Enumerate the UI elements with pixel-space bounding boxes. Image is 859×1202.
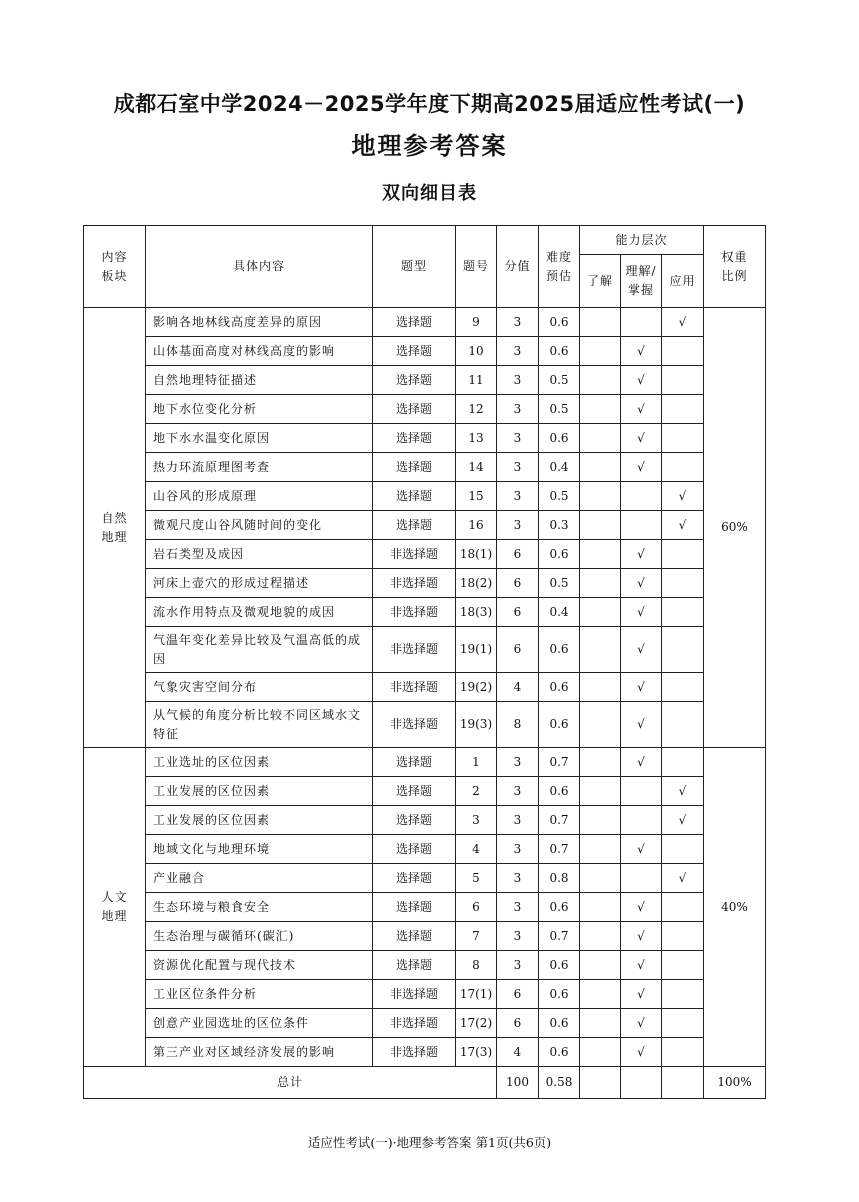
table-row [84, 1038, 766, 1067]
difficulty-cell: 0.6 [539, 673, 580, 702]
table-body [84, 308, 766, 1067]
total-comprehend-cell [621, 1067, 662, 1099]
number-cell: 1 [456, 748, 497, 777]
score-cell: 3 [497, 893, 539, 922]
table-row [84, 835, 766, 864]
comprehend-cell [621, 337, 662, 366]
header-ability: 能力层次 [580, 226, 704, 255]
content-cell: 工业发展的区位因素 [146, 806, 373, 835]
score-cell: 3 [497, 777, 539, 806]
understand-cell [580, 835, 621, 864]
type-cell: 非选择题 [373, 673, 456, 702]
difficulty-cell: 0.7 [539, 835, 580, 864]
score-cell: 6 [497, 1009, 539, 1038]
type-cell: 选择题 [373, 835, 456, 864]
understand-cell [580, 980, 621, 1009]
apply-cell [662, 777, 704, 806]
apply-cell [662, 951, 704, 980]
difficulty-cell: 0.6 [539, 951, 580, 980]
type-cell: 选择题 [373, 366, 456, 395]
content-cell: 工业区位条件分析 [146, 980, 373, 1009]
header-block: 内容板块 [84, 226, 146, 308]
comprehend-cell [621, 835, 662, 864]
apply-cell [662, 366, 704, 395]
type-cell: 选择题 [373, 511, 456, 540]
difficulty-cell: 0.8 [539, 864, 580, 893]
apply-cell [662, 980, 704, 1009]
check-mark-icon: √ [637, 401, 645, 416]
number-cell: 17(3) [456, 1038, 497, 1067]
number-cell: 5 [456, 864, 497, 893]
content-cell: 地下水水温变化原因 [146, 424, 373, 453]
apply-cell [662, 424, 704, 453]
difficulty-cell: 0.5 [539, 482, 580, 511]
understand-cell [580, 569, 621, 598]
table-row [84, 673, 766, 702]
header-difficulty: 难度预估 [539, 226, 580, 308]
check-mark-icon: √ [637, 957, 645, 972]
number-cell: 8 [456, 951, 497, 980]
apply-cell [662, 835, 704, 864]
check-mark-icon: √ [637, 717, 645, 731]
content-cell: 山体基面高度对林线高度的影响 [146, 337, 373, 366]
table-row [84, 980, 766, 1009]
comprehend-cell [621, 748, 662, 777]
content-cell: 微观尺度山谷风随时间的变化 [146, 511, 373, 540]
check-mark-icon: √ [637, 1015, 645, 1030]
number-cell: 19(2) [456, 673, 497, 702]
type-cell: 选择题 [373, 337, 456, 366]
block-cell: 自然地理 [84, 308, 146, 748]
comprehend-cell [621, 511, 662, 540]
check-mark-icon: √ [637, 343, 645, 358]
table-row [84, 1009, 766, 1038]
score-cell: 4 [497, 1038, 539, 1067]
apply-cell [662, 702, 704, 748]
content-cell: 气温年变化差异比较及气温高低的成因 [146, 627, 373, 673]
apply-cell [662, 511, 704, 540]
apply-cell [662, 540, 704, 569]
difficulty-cell: 0.6 [539, 893, 580, 922]
understand-cell [580, 424, 621, 453]
difficulty-cell: 0.7 [539, 922, 580, 951]
number-cell: 17(2) [456, 1009, 497, 1038]
difficulty-cell: 0.7 [539, 748, 580, 777]
document-title: 成都石室中学2024－2025学年度下期高2025届适应性考试(一) [113, 92, 746, 116]
comprehend-cell [621, 598, 662, 627]
understand-cell [580, 806, 621, 835]
content-cell: 岩石类型及成因 [146, 540, 373, 569]
table-row [84, 482, 766, 511]
table-row [84, 569, 766, 598]
score-cell: 3 [497, 835, 539, 864]
type-cell: 选择题 [373, 453, 456, 482]
comprehend-cell [621, 308, 662, 337]
comprehend-cell [621, 395, 662, 424]
check-mark-icon: √ [637, 575, 645, 590]
comprehend-cell [621, 951, 662, 980]
difficulty-cell: 0.6 [539, 308, 580, 337]
type-cell: 选择题 [373, 922, 456, 951]
understand-cell [580, 1009, 621, 1038]
comprehend-cell [621, 366, 662, 395]
document-subtitle: 地理参考答案 [351, 132, 508, 160]
content-cell: 工业发展的区位因素 [146, 777, 373, 806]
type-cell: 非选择题 [373, 540, 456, 569]
apply-cell [662, 864, 704, 893]
type-cell: 选择题 [373, 777, 456, 806]
check-mark-icon: √ [637, 899, 645, 914]
check-mark-icon: √ [637, 459, 645, 474]
difficulty-cell: 0.5 [539, 569, 580, 598]
table-row [84, 806, 766, 835]
header-comprehend: 理解/掌握 [621, 255, 662, 308]
header-number: 题号 [456, 226, 497, 308]
comprehend-cell [621, 702, 662, 748]
total-apply-cell [662, 1067, 704, 1099]
type-cell: 选择题 [373, 951, 456, 980]
check-mark-icon: √ [637, 546, 645, 561]
check-mark-icon: √ [637, 604, 645, 619]
understand-cell [580, 511, 621, 540]
score-cell: 3 [497, 864, 539, 893]
table-row [84, 366, 766, 395]
comprehend-cell [621, 806, 662, 835]
check-mark-icon: √ [678, 517, 687, 532]
type-cell: 非选择题 [373, 598, 456, 627]
check-mark-icon: √ [678, 783, 687, 798]
weight-cell: 60% [704, 308, 766, 748]
table-row [84, 598, 766, 627]
table-row [84, 395, 766, 424]
total-score: 100 [497, 1067, 539, 1099]
total-difficulty: 0.58 [539, 1067, 580, 1099]
page-footer: 适应性考试(一)·地理参考答案 第1页(共6页) [307, 1135, 552, 1150]
type-cell: 选择题 [373, 424, 456, 453]
table-row [84, 337, 766, 366]
number-cell: 11 [456, 366, 497, 395]
type-cell: 非选择题 [373, 569, 456, 598]
number-cell: 12 [456, 395, 497, 424]
content-cell: 从气候的角度分析比较不同区域水文特征 [146, 702, 373, 748]
content-cell: 气象灾害空间分布 [146, 673, 373, 702]
score-cell: 4 [497, 673, 539, 702]
check-mark-icon: √ [678, 314, 687, 329]
specification-table [83, 225, 766, 1099]
block-cell: 人文地理 [84, 748, 146, 1067]
apply-cell [662, 748, 704, 777]
comprehend-cell [621, 482, 662, 511]
score-cell: 6 [497, 598, 539, 627]
understand-cell [580, 748, 621, 777]
header-content: 具体内容 [146, 226, 373, 308]
comprehend-cell [621, 569, 662, 598]
apply-cell [662, 453, 704, 482]
check-mark-icon: √ [637, 372, 645, 387]
understand-cell [580, 337, 621, 366]
table-row [84, 777, 766, 806]
difficulty-cell: 0.4 [539, 598, 580, 627]
difficulty-cell: 0.7 [539, 806, 580, 835]
type-cell: 选择题 [373, 482, 456, 511]
apply-cell [662, 627, 704, 673]
table-row [84, 453, 766, 482]
header-weight: 权重比例 [704, 226, 766, 308]
check-mark-icon: √ [637, 1044, 645, 1059]
check-mark-icon: √ [678, 870, 687, 885]
content-cell: 自然地理特征描述 [146, 366, 373, 395]
difficulty-cell: 0.6 [539, 424, 580, 453]
score-cell: 3 [497, 337, 539, 366]
understand-cell [580, 627, 621, 673]
difficulty-cell: 0.5 [539, 366, 580, 395]
check-mark-icon: √ [637, 986, 645, 1001]
score-cell: 6 [497, 627, 539, 673]
comprehend-cell [621, 453, 662, 482]
comprehend-cell [621, 777, 662, 806]
comprehend-cell [621, 893, 662, 922]
table-row [84, 627, 766, 673]
comprehend-cell [621, 1009, 662, 1038]
number-cell: 16 [456, 511, 497, 540]
comprehend-cell [621, 980, 662, 1009]
score-cell: 6 [497, 540, 539, 569]
total-label: 总计 [84, 1067, 497, 1099]
type-cell: 选择题 [373, 395, 456, 424]
score-cell: 3 [497, 395, 539, 424]
understand-cell [580, 922, 621, 951]
table-row [84, 540, 766, 569]
content-cell: 河床上壶穴的形成过程描述 [146, 569, 373, 598]
number-cell: 14 [456, 453, 497, 482]
score-cell: 6 [497, 569, 539, 598]
apply-cell [662, 308, 704, 337]
content-cell: 工业选址的区位因素 [146, 748, 373, 777]
content-cell: 流水作用特点及微观地貌的成因 [146, 598, 373, 627]
comprehend-cell [621, 627, 662, 673]
table-row [84, 748, 766, 777]
understand-cell [580, 864, 621, 893]
table-row [84, 864, 766, 893]
comprehend-cell [621, 540, 662, 569]
understand-cell [580, 951, 621, 980]
score-cell: 3 [497, 482, 539, 511]
score-cell: 3 [497, 511, 539, 540]
content-cell: 地下水位变化分析 [146, 395, 373, 424]
comprehend-cell [621, 922, 662, 951]
difficulty-cell: 0.6 [539, 777, 580, 806]
check-mark-icon: √ [637, 928, 645, 943]
content-cell: 第三产业对区域经济发展的影响 [146, 1038, 373, 1067]
content-cell: 地域文化与地理环境 [146, 835, 373, 864]
header-score: 分值 [497, 226, 539, 308]
check-mark-icon: √ [637, 642, 645, 656]
apply-cell [662, 482, 704, 511]
apply-cell [662, 1009, 704, 1038]
number-cell: 3 [456, 806, 497, 835]
type-cell: 选择题 [373, 748, 456, 777]
understand-cell [580, 702, 621, 748]
content-cell: 创意产业园选址的区位条件 [146, 1009, 373, 1038]
number-cell: 13 [456, 424, 497, 453]
apply-cell [662, 569, 704, 598]
comprehend-cell [621, 673, 662, 702]
understand-cell [580, 540, 621, 569]
table-row [84, 951, 766, 980]
apply-cell [662, 922, 704, 951]
comprehend-cell [621, 424, 662, 453]
type-cell: 非选择题 [373, 702, 456, 748]
check-mark-icon: √ [678, 812, 687, 827]
score-cell: 3 [497, 453, 539, 482]
type-cell: 非选择题 [373, 1038, 456, 1067]
table-title: 双向细目表 [382, 183, 477, 204]
score-cell: 3 [497, 806, 539, 835]
understand-cell [580, 1038, 621, 1067]
number-cell: 4 [456, 835, 497, 864]
score-cell: 3 [497, 951, 539, 980]
type-cell: 选择题 [373, 864, 456, 893]
table-row [84, 424, 766, 453]
difficulty-cell: 0.6 [539, 980, 580, 1009]
score-cell: 3 [497, 366, 539, 395]
table-row [84, 893, 766, 922]
number-cell: 18(2) [456, 569, 497, 598]
header-type: 题型 [373, 226, 456, 308]
difficulty-cell: 0.5 [539, 395, 580, 424]
score-cell: 3 [497, 922, 539, 951]
understand-cell [580, 395, 621, 424]
type-cell: 选择题 [373, 806, 456, 835]
difficulty-cell: 0.6 [539, 627, 580, 673]
understand-cell [580, 453, 621, 482]
understand-cell [580, 777, 621, 806]
header-apply: 应用 [662, 255, 704, 308]
check-mark-icon: √ [678, 488, 687, 503]
understand-cell [580, 673, 621, 702]
understand-cell [580, 598, 621, 627]
weight-cell: 40% [704, 748, 766, 1067]
difficulty-cell: 0.6 [539, 1038, 580, 1067]
content-cell: 影响各地林线高度差异的原因 [146, 308, 373, 337]
understand-cell [580, 366, 621, 395]
comprehend-cell [621, 864, 662, 893]
type-cell: 非选择题 [373, 1009, 456, 1038]
content-cell: 生态治理与碳循环(碳汇) [146, 922, 373, 951]
number-cell: 19(3) [456, 702, 497, 748]
number-cell: 15 [456, 482, 497, 511]
content-cell: 生态环境与粮食安全 [146, 893, 373, 922]
apply-cell [662, 806, 704, 835]
number-cell: 6 [456, 893, 497, 922]
difficulty-cell: 0.6 [539, 540, 580, 569]
number-cell: 17(1) [456, 980, 497, 1009]
difficulty-cell: 0.6 [539, 1009, 580, 1038]
check-mark-icon: √ [637, 754, 645, 769]
type-cell: 非选择题 [373, 980, 456, 1009]
content-cell: 山谷风的形成原理 [146, 482, 373, 511]
content-cell: 热力环流原理图考查 [146, 453, 373, 482]
total-weight: 100% [704, 1067, 766, 1099]
apply-cell [662, 673, 704, 702]
understand-cell [580, 482, 621, 511]
header-understand: 了解 [580, 255, 621, 308]
total-understand-cell [580, 1067, 621, 1099]
number-cell: 18(1) [456, 540, 497, 569]
apply-cell [662, 337, 704, 366]
score-cell: 6 [497, 980, 539, 1009]
number-cell: 9 [456, 308, 497, 337]
difficulty-cell: 0.3 [539, 511, 580, 540]
score-cell: 3 [497, 424, 539, 453]
understand-cell [580, 893, 621, 922]
apply-cell [662, 893, 704, 922]
type-cell: 选择题 [373, 893, 456, 922]
difficulty-cell: 0.6 [539, 702, 580, 748]
table-row [84, 922, 766, 951]
number-cell: 10 [456, 337, 497, 366]
understand-cell [580, 308, 621, 337]
difficulty-cell: 0.4 [539, 453, 580, 482]
check-mark-icon: √ [637, 679, 645, 694]
score-cell: 3 [497, 308, 539, 337]
table-row [84, 511, 766, 540]
apply-cell [662, 395, 704, 424]
apply-cell [662, 1038, 704, 1067]
content-cell: 产业融合 [146, 864, 373, 893]
comprehend-cell [621, 1038, 662, 1067]
number-cell: 7 [456, 922, 497, 951]
type-cell: 非选择题 [373, 627, 456, 673]
table-row [84, 308, 766, 337]
number-cell: 19(1) [456, 627, 497, 673]
check-mark-icon: √ [637, 841, 645, 856]
content-cell: 资源优化配置与现代技术 [146, 951, 373, 980]
score-cell: 3 [497, 748, 539, 777]
table-row [84, 702, 766, 748]
number-cell: 18(3) [456, 598, 497, 627]
difficulty-cell: 0.6 [539, 337, 580, 366]
number-cell: 2 [456, 777, 497, 806]
check-mark-icon: √ [637, 430, 645, 445]
type-cell: 选择题 [373, 308, 456, 337]
apply-cell [662, 598, 704, 627]
score-cell: 8 [497, 702, 539, 748]
